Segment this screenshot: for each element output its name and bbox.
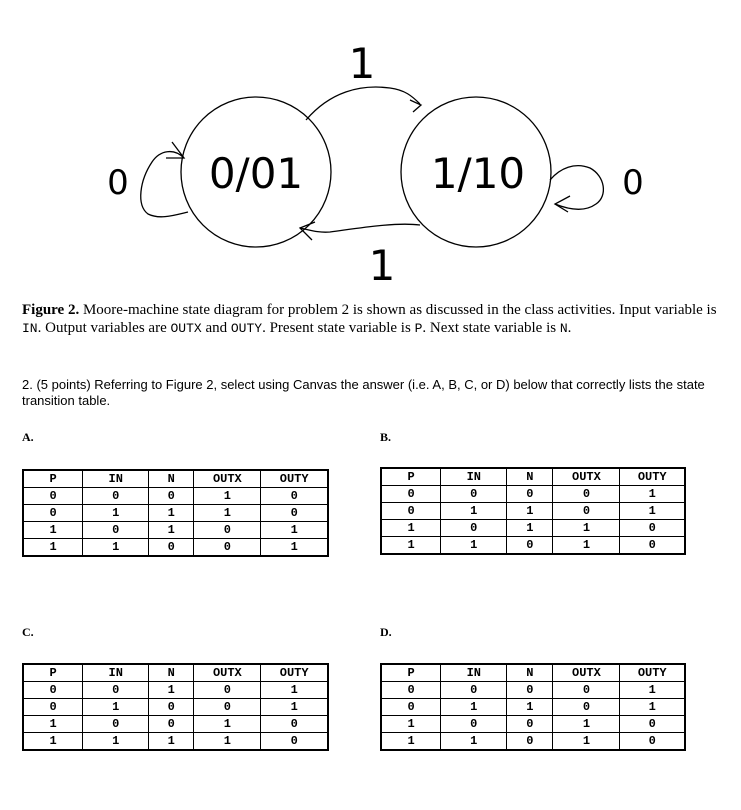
header-p: P (381, 664, 441, 682)
table-header-row (23, 470, 328, 488)
table-cell: 0 (83, 682, 149, 699)
header-outx: OUTX (553, 664, 620, 682)
table-cell: 1 (441, 503, 507, 520)
table-cell: 1 (507, 503, 553, 520)
header-n: N (507, 664, 553, 682)
caption-var-outy: OUTY (230, 321, 263, 336)
table-header-row (23, 664, 328, 682)
table-cell: 1 (507, 520, 553, 537)
table-cell: 1 (194, 733, 261, 751)
caption-var-n: N (559, 321, 568, 336)
caption-var-outx: OUTX (170, 321, 202, 336)
table-header-row (381, 664, 685, 682)
header-n: N (149, 470, 194, 488)
table-cell: 1 (261, 522, 328, 539)
header-outx: OUTX (553, 468, 620, 486)
table-cell: 1 (23, 522, 83, 539)
transition-0-to-1-label: 1 (348, 39, 376, 88)
table-cell: 0 (23, 488, 83, 505)
table-header-row (381, 468, 685, 486)
table-cell: 1 (441, 733, 507, 751)
table-cell: 0 (441, 716, 507, 733)
table-row (23, 539, 328, 557)
table-cell: 1 (83, 733, 149, 751)
header-in: IN (83, 664, 149, 682)
transition-0-to-1-arrow (306, 87, 420, 120)
header-in: IN (441, 468, 507, 486)
table-cell: 0 (553, 503, 620, 520)
table-row (381, 537, 685, 555)
header-p: P (23, 664, 83, 682)
table-cell: 0 (149, 488, 194, 505)
option-c-table (22, 663, 329, 751)
table-row (381, 699, 685, 716)
table-cell: 0 (553, 699, 620, 716)
state-diagram (0, 0, 741, 300)
header-outx: OUTX (194, 470, 261, 488)
table-row (381, 520, 685, 537)
table-cell: 0 (194, 539, 261, 557)
table-cell: 1 (149, 682, 194, 699)
table-cell: 0 (261, 505, 328, 522)
table-cell: 1 (507, 699, 553, 716)
caption-var-p: P (414, 321, 423, 336)
table-cell: 0 (261, 733, 328, 751)
table-cell: 0 (553, 486, 620, 503)
table-cell: 0 (381, 699, 441, 716)
state-0-label: 0/01 (208, 149, 304, 198)
caption-var-in: IN (22, 321, 38, 336)
table-cell: 1 (261, 699, 328, 716)
table-cell: 0 (83, 488, 149, 505)
table-cell: 1 (620, 682, 685, 699)
table-cell: 1 (620, 699, 685, 716)
table-cell: 1 (83, 505, 149, 522)
header-outy: OUTY (261, 664, 328, 682)
header-p: P (381, 468, 441, 486)
table-cell: 0 (83, 522, 149, 539)
state-1-label: 1/10 (430, 149, 526, 198)
figure-label: Figure 2. (22, 302, 80, 318)
header-outy: OUTY (261, 470, 328, 488)
table-cell: 0 (23, 682, 83, 699)
option-b-label: B. (380, 430, 392, 444)
table-row (381, 716, 685, 733)
option-a-label: A. (22, 430, 34, 444)
table-cell: 0 (23, 699, 83, 716)
table-cell: 0 (261, 488, 328, 505)
table-cell: 1 (381, 716, 441, 733)
table-row (23, 522, 328, 539)
table-cell: 1 (553, 733, 620, 751)
table-row (23, 716, 328, 733)
figure-caption (22, 301, 722, 338)
table-cell: 1 (553, 520, 620, 537)
header-outx: OUTX (194, 664, 261, 682)
table-row (23, 733, 328, 751)
table-row (381, 486, 685, 503)
table-row (23, 505, 328, 522)
header-n: N (507, 468, 553, 486)
table-cell: 1 (381, 733, 441, 751)
table-cell: 0 (83, 716, 149, 733)
table-cell: 1 (194, 488, 261, 505)
table-cell: 1 (381, 520, 441, 537)
table-cell: 0 (194, 522, 261, 539)
self-loop-state-1-label: 0 (622, 163, 644, 203)
table-cell: 0 (507, 716, 553, 733)
table-cell: 1 (149, 733, 194, 751)
table-cell: 0 (441, 682, 507, 699)
self-loop-state-1-arrowhead (555, 196, 570, 212)
table-cell: 1 (620, 486, 685, 503)
table-cell: 0 (441, 520, 507, 537)
header-in: IN (441, 664, 507, 682)
option-b-table (380, 467, 686, 555)
self-loop-state-0 (141, 152, 188, 217)
table-cell: 0 (620, 520, 685, 537)
table-cell: 1 (261, 682, 328, 699)
table-cell: 0 (194, 682, 261, 699)
table-cell: 0 (507, 682, 553, 699)
caption-text: Moore-machine state diagram for problem 2 is shown as discussed in the class activities. Input variable is (79, 302, 717, 318)
table-cell: 1 (381, 537, 441, 555)
table-cell: 0 (381, 503, 441, 520)
table-cell: 0 (507, 537, 553, 555)
table-cell: 1 (441, 699, 507, 716)
header-n: N (149, 664, 194, 682)
transition-1-to-0-arrow (300, 224, 420, 232)
table-cell: 1 (194, 505, 261, 522)
table-row (381, 733, 685, 751)
table-cell: 1 (441, 537, 507, 555)
table-cell: 1 (620, 503, 685, 520)
header-in: IN (83, 470, 149, 488)
table-cell: 0 (149, 716, 194, 733)
transition-0-to-1-arrowhead (410, 100, 421, 112)
option-a-table (22, 469, 329, 557)
caption-text: . Output variables are (37, 320, 171, 336)
header-outy: OUTY (620, 468, 685, 486)
table-cell: 1 (149, 505, 194, 522)
table-cell: 0 (441, 486, 507, 503)
table-row (381, 682, 685, 699)
header-outy: OUTY (620, 664, 685, 682)
table-cell: 0 (381, 682, 441, 699)
table-cell: 0 (149, 539, 194, 557)
caption-text: and (201, 320, 231, 336)
table-cell: 1 (553, 537, 620, 555)
table-cell: 0 (553, 682, 620, 699)
table-row (23, 488, 328, 505)
table-cell: 0 (620, 537, 685, 555)
table-cell: 1 (261, 539, 328, 557)
option-d-label: D. (380, 625, 392, 639)
table-cell: 0 (381, 486, 441, 503)
header-p: P (23, 470, 83, 488)
table-cell: 1 (83, 699, 149, 716)
table-cell: 0 (194, 699, 261, 716)
table-cell: 0 (620, 716, 685, 733)
table-cell: 1 (553, 716, 620, 733)
self-loop-state-0-label: 0 (107, 163, 129, 203)
question-text: 2. (5 points) Referring to Figure 2, select using Canvas the answer (i.e. A, B, C, or D) below that correctly lists the state transition table. (22, 377, 705, 408)
caption-text: . (567, 320, 572, 336)
table-row (23, 682, 328, 699)
table-cell: 1 (83, 539, 149, 557)
table-row (23, 699, 328, 716)
table-cell: 0 (507, 733, 553, 751)
table-row (381, 503, 685, 520)
option-d-table (380, 663, 686, 751)
table-cell: 0 (507, 486, 553, 503)
caption-text: . Present state variable is (262, 320, 415, 336)
table-cell: 1 (23, 539, 83, 557)
table-cell: 1 (23, 733, 83, 751)
table-cell: 0 (620, 733, 685, 751)
table-cell: 1 (149, 522, 194, 539)
transition-1-to-0-label: 1 (368, 241, 396, 290)
caption-text: . Next state variable is (422, 320, 560, 336)
table-cell: 0 (23, 505, 83, 522)
table-cell: 1 (194, 716, 261, 733)
table-cell: 0 (149, 699, 194, 716)
option-c-label: C. (22, 625, 34, 639)
table-cell: 0 (261, 716, 328, 733)
table-cell: 1 (23, 716, 83, 733)
